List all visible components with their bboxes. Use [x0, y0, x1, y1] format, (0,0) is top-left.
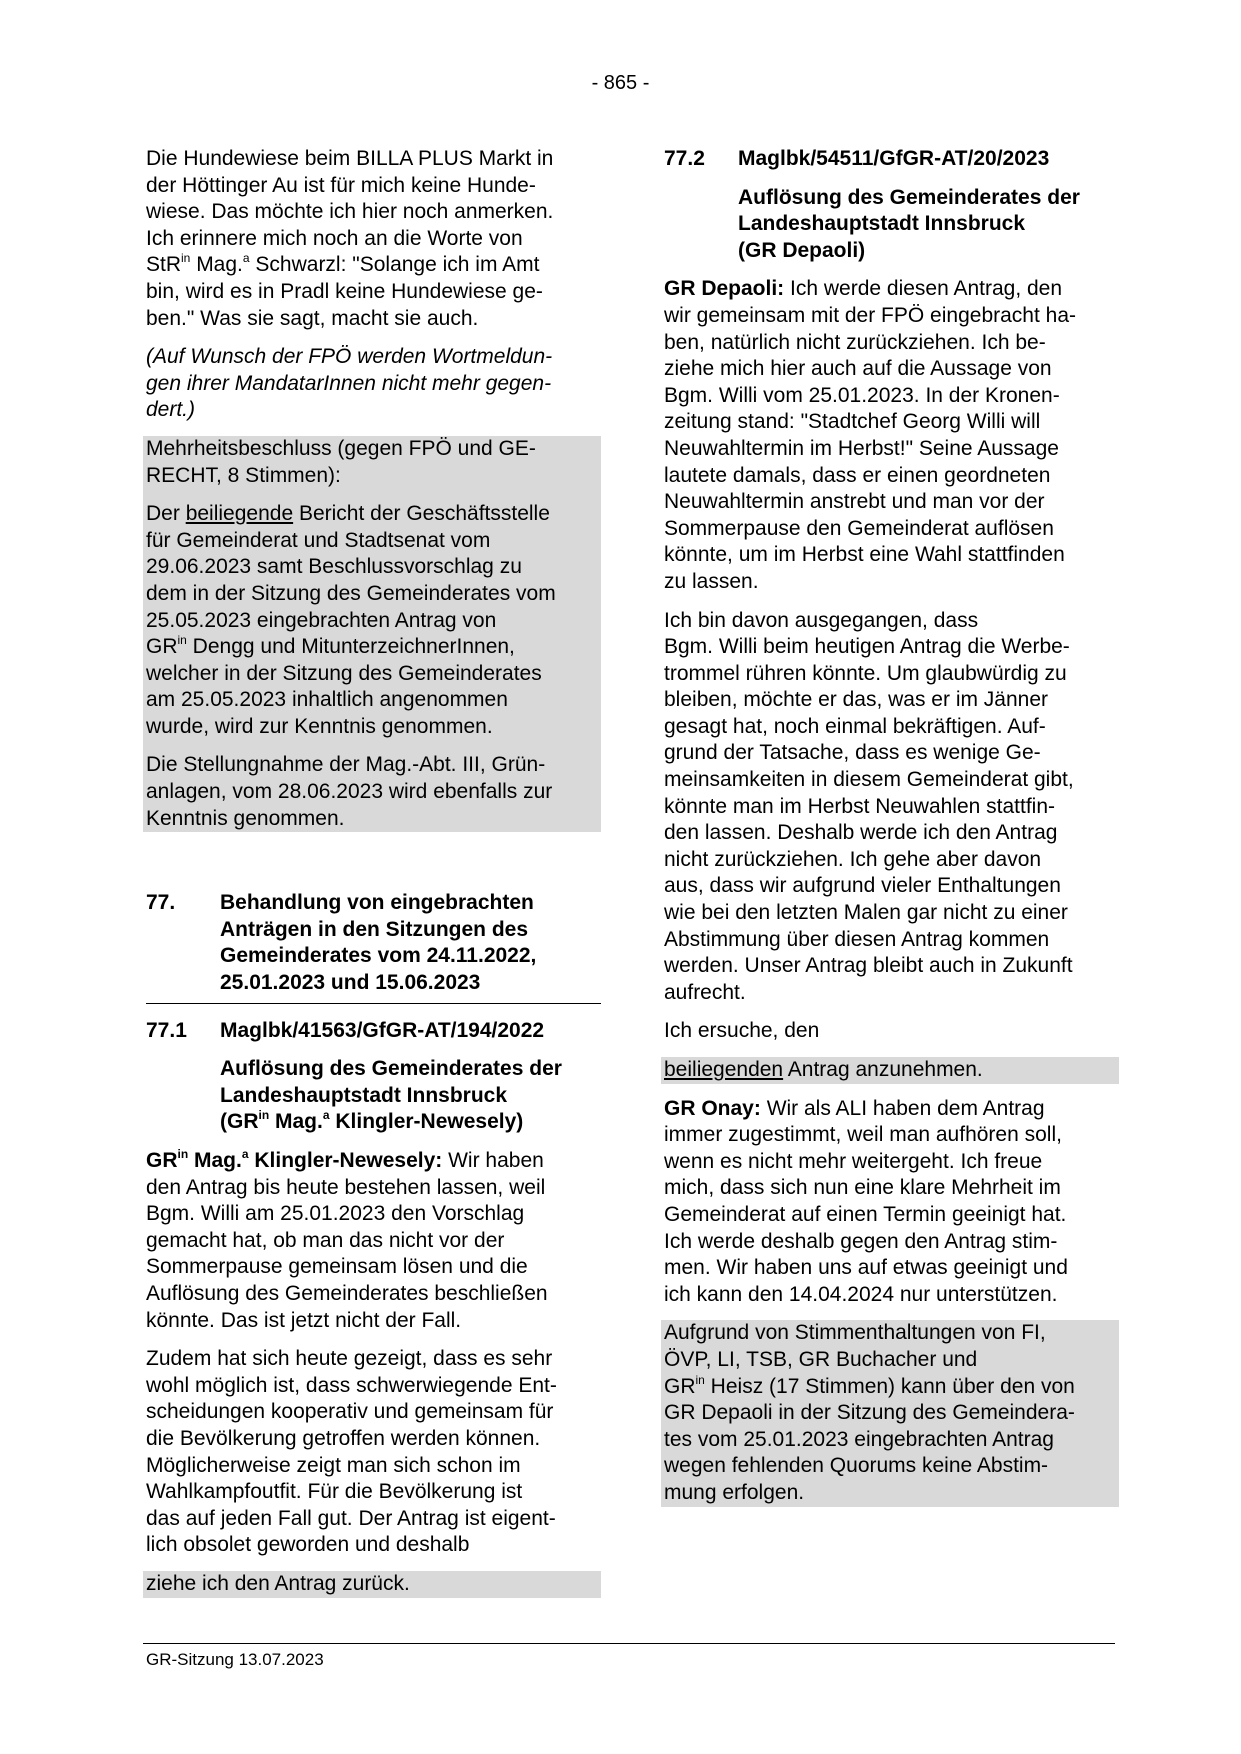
result-statement: Aufgrund von Stimmenthaltungen von FI, ÖVP, LI, TSB, GR Buchacher und $GR^{in}$ Heisz (17 Stimmen) kann über den von GR Depaoli in der Sitzung des Gemeindera- tes vom 25.01.2023 eingebrachten Antrag wegen fehlenden Quorums keine Abstim- mung erfolgen. [661, 1320, 1119, 1506]
left-column [146, 146, 601, 1598]
resolution-majority: Mehrheitsbeschluss (gegen FPÖ und GE- RECHT, 8 Stimmen): [146, 436, 536, 487]
speaker-name: GR Depaoli: [664, 277, 785, 301]
withdraw-statement: ziehe ich den Antrag zurück. [143, 1571, 601, 1598]
footer-session-date: GR-Sitzung 13.07.2023 [146, 1650, 324, 1669]
speaker-name: $GR^{in}$ Mag.$^a$ Klingler-Newesely: [146, 1147, 443, 1172]
fpo-note: (Auf Wunsch der FPÖ werden Wortmeldun- gen ihrer MandatarInnen nicht mehr gegen- dert.) [146, 345, 553, 422]
speech-onay: GR Onay: Wir als ALI haben dem Antrag immer zugestimmt, weil man aufhören soll, wenn es nicht mehr weitergeht. Ich freue mich, dass sich nun eine klare Mehrheit im Gemeinderat auf einen Termin geeinigt hat. Ich werde deshalb gegen den Antrag stim- men. Wir haben uns auf etwas geeinigt und ich kann den 14.04.2024 nur unterstützen. [664, 1096, 1068, 1306]
page-number: - 865 - [591, 72, 650, 94]
paragraph-dog-park: Die Hundewiese beim BILLA PLUS Markt in der Höttinger Au ist für mich keine Hunde- wiese. Das möchte ich hier noch anmerken. Ich erinnere mich noch an die Worte von StR$^{in}$ Mag.$^a$ Schwarzl: "Solange ich im Amt bin, wird es in Pradl keine Hundewiese ge- ben." Was sie sagt, macht sie auch. [146, 147, 554, 330]
resolution-block [143, 436, 601, 832]
item-77-1-heading: 77.1 Maglbk/41563/GfGR-AT/194/2022 [146, 1018, 545, 1042]
item-77-heading: 77. Behandlung von eingebrachten Anträgen in den Sitzungen des Gemeinderates vom 24.11.2022, 25.01.2023 und 15.06.2023 [146, 891, 537, 995]
resolution-statement: Die Stellungnahme der Mag.-Abt. III, Grün- anlagen, vom 28.06.2023 wird ebenfalls zur Kenntnis genommen. [146, 753, 553, 830]
item-77-2-title: Auflösung des Gemeinderates der Landeshauptstadt Innsbruck (GR Depaoli) [738, 185, 1080, 262]
resolution-report: Der beiliegende Bericht der Geschäftsstelle für Gemeinderat und Stadtsenat vom 29.06.2023 samt Beschlussvorschlag zu dem in der Sitzung des Gemeinderates vom 25.05.2023 eingebrachten Antrag von $GR^{in}$ Dengg und MitunterzeichnerInnen, welcher in der Sitzung des Gemeinderates am 25.05.2023 inhaltlich angenommen wurde, wird zur Kenntnis genommen. [146, 502, 556, 738]
footer-divider [143, 1643, 1115, 1644]
right-column [664, 146, 1119, 1507]
item-77-1-title: Auflösung des Gemeinderates der Landeshauptstadt Innsbruck ($GR^{in}$ Mag.$^a$ Klingler-Newesely) [220, 1057, 562, 1134]
speech-depaoli-continued: Ich bin davon ausgegangen, dass Bgm. Willi beim heutigen Antrag die Werbe- trommel rühren könnte. Um glaubwürdig zu bleiben, möchte er das, was er im Jänner gesagt hat, noch einmal bekräftigen. Auf- grund der Tatsache, dass es wenige Ge- meinsamkeiten in diesem Gemeinderat gibt, könnte man im Herbst Neuwahlen stattfin- den lassen. Deshalb werde ich den Antrag nicht zurückziehen. Ich gehe aber davon aus, dass wir aufgrund vieler Enthaltungen wie bei den letzten Malen gar nicht zu einer Abstimmung über diesen Antrag kommen werden. Unser Antrag bleibt auch in Zukunft aufrecht. [664, 608, 1074, 1004]
speech-depaoli: GR Depaoli: Ich werde diesen Antrag, den wir gemeinsam mit der FPÖ eingebracht ha- ben, natürlich nicht zurückziehen. Ich be- ziehe mich hier auch auf die Aussage von Bgm. Willi vom 25.01.2023. In der Kronen- zeitung stand: "Stadtchef Georg Willi will Neuwahltermin im Herbst!" Seine Aussage lautete damals, dass er einen geordneten Neuwahltermin anstrebt und man vor der Sommerpause den Gemeinderat auflösen könnte, um im Herbst eine Wahl stattfinden zu lassen. [664, 277, 1076, 593]
request-statement: beiliegenden Antrag anzunehmen. [661, 1057, 1119, 1084]
speech-depaoli-request: Ich ersuche, den [664, 1019, 820, 1043]
speaker-name: GR Onay: [664, 1096, 761, 1120]
speech-klingler-continued: Zudem hat sich heute gezeigt, dass es sehr wohl möglich ist, dass schwerwiegende Ent- scheidungen kooperativ und gemeinsam für die Bevölkerung getroffen werden können. Möglicherweise zeigt man sich schon im Wahlkampfoutfit. Für die Bevölkerung ist das auf jeden Fall gut. Der Antrag ist eigent- lich obsolet geworden und deshalb [146, 1347, 557, 1557]
speech-klingler: $GR^{in}$ Mag.$^a$ Klingler-Newesely: Wir haben den Antrag bis heute bestehen lassen, weil Bgm. Willi am 25.01.2023 den Vorschlag gemacht hat, ob man das nicht vor der Sommerpause gemeinsam lösen und die Auflösung des Gemeinderates beschließen könnte. Das ist jetzt nicht der Fall. [146, 1147, 548, 1332]
item-77-2-heading: 77.2 Maglbk/54511/GfGR-AT/20/2023 [664, 147, 1050, 170]
heading-divider [146, 1003, 601, 1004]
